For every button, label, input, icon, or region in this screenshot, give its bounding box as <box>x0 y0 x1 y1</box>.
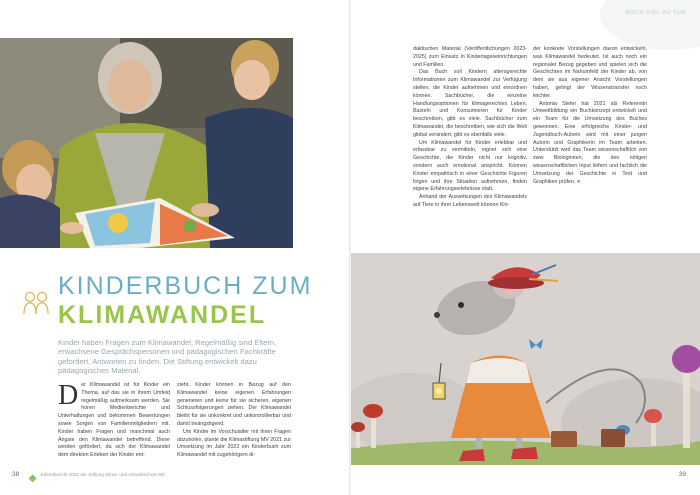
title-line-2: KLIMAWANDEL <box>58 301 267 329</box>
left-column-2 <box>177 382 291 460</box>
section-header: NOCH VIEL ZU TUN <box>625 10 686 16</box>
mouse-illustration-image <box>351 253 700 465</box>
left-column-1-text: er Klimawandel ist für Kinder ein Thema, auf das sie in ihrem Umfeld regelmäßig aufmerksam werden. Sie hören Medienberichte und Unterhaltungen und bekommen Bewertungen sowie Sorgen von Familienmitgliedern mit. Kinder haben Fragen und manchmal auch Ängste den Klimawandel betreffend. Diese werden gefördert, da sich der Klimawandel dem direkten Erleben der Kinder ent- <box>58 382 170 459</box>
right-column-1-paragraph-1: daktischen Material (Veröffentlichungen 2023-2025) zum Einsatz in Kindertageseinrichtungen und Familien. <box>413 46 527 68</box>
reading-photo <box>0 38 293 248</box>
drop-cap: D <box>58 380 79 411</box>
lead-paragraph: Kinder haben Fragen zum Klimawandel. Regelmäßig sind Eltern, erwachsene Gesprächspersonen und pädagogischen Fachkräfte gefordert, Antworten zu finden. Die Stiftung entwickelt dazu pädagogisches Material. <box>58 338 277 376</box>
children-icon <box>22 290 50 316</box>
left-column-1 <box>58 382 170 460</box>
footer-publication-title: Jahresbericht 2021 der Stiftung Klima- und Umweltschutz MV <box>40 472 166 477</box>
right-column-1-paragraph-4: Anhand der Auswirkungen des Klimawandels auf Tiere in ihrer Lebenswelt können Kin- <box>413 194 527 208</box>
left-column-2-paragraph-2: Um Kinder im Vorschulalter mit ihren Fragen abzuholen, plante die Klimastiftung MV 2021 zur Umsetzung im Jahr 2022 ein Kinderbuch zum Klimawandel mit zugehörigem di- <box>177 428 291 459</box>
page-number-left: 38 <box>12 471 20 478</box>
right-column-2 <box>533 46 647 186</box>
title-line-1: KINDERBUCH ZUM <box>58 272 313 300</box>
right-column-1-paragraph-2: Das Buch soll Kindern altersgerechte Informationen zum Klimawandel zur Verfügung stellen, die Kinder aufnehmen und einordnen können. Sachbücher, die einzelne Handlungsoptionen für klimagerechtes Leben, Basteln und Konsumieren für Kinder beschreiben, gibt es viele. Sachbücher zum Klimawandel, die beschreiben, wie sich die Welt global verändert, gibt es ebenfalls viele. <box>413 69 527 138</box>
foundation-logo-icon <box>28 470 37 479</box>
right-page <box>351 0 700 495</box>
right-column-2-paragraph-2-text: Antonia Stefer hat 2021 als Referentin Umweltbildung ein Buchkonzept entwickelt und ein Team für die Umsetzung des Buches gewonnen. Eine erfolgreiche Kinder- und Jugendbuch-Autorin wird mit einer jungen Autorin und Graphikerin im Team arbeiten. Unterstützt wird das Team wissenschaftlich von zwei Biologinnen, die den nötigen wissenschaftlichen Input liefern und fachlich die Umsetzung der Geschichte in Text und Graphiken prüfen. <box>533 100 647 185</box>
right-column-1-paragraph-3: Um Klimawandel für Kinder erlebbar und erfassbar zu vermitteln, eignet sich eine Geschichte, die Kinder nicht nur kognitiv, sondern auch emotional anspricht. Können Kinder empathisch in einer Geschichte Figuren folgen und ihre Situation aufnehmen, finden eigene Erfahrungserlebnisse statt. <box>413 139 527 193</box>
article-title <box>58 272 312 330</box>
left-column-2-paragraph-1: zieht. Kinder können in Bezug auf den Klimawandel keine eigenen Erfahrungen generieren und keine für sie sicheren, eigenen Schlussfolgerungen ziehen. Der Klimawandel bleibt für sie unkonkret und unkontrollierbar und damit beängstigend. <box>177 382 291 427</box>
page-number-right: 39 <box>678 471 686 478</box>
decorative-swoosh <box>600 0 700 50</box>
right-column-1 <box>413 46 527 210</box>
right-column-2-paragraph-1: der konkrete Vorstellungen davon entwickeln, was Klimawandel bedeutet. Ist auch noch ein regionaler Bezug gegeben und spielen sich die Geschichten im Nahumfeld der Kinder ab, von dem sie aus eigener Ansicht Vorstellungen haben, gelingt der Wissenstransfer noch leichter. <box>533 46 647 99</box>
article-end-mark: ■ <box>576 178 581 185</box>
right-column-2-paragraph-2 <box>533 101 647 187</box>
mouse-illustration <box>351 253 700 465</box>
left-page <box>0 0 349 495</box>
reading-photo-image <box>0 38 293 248</box>
